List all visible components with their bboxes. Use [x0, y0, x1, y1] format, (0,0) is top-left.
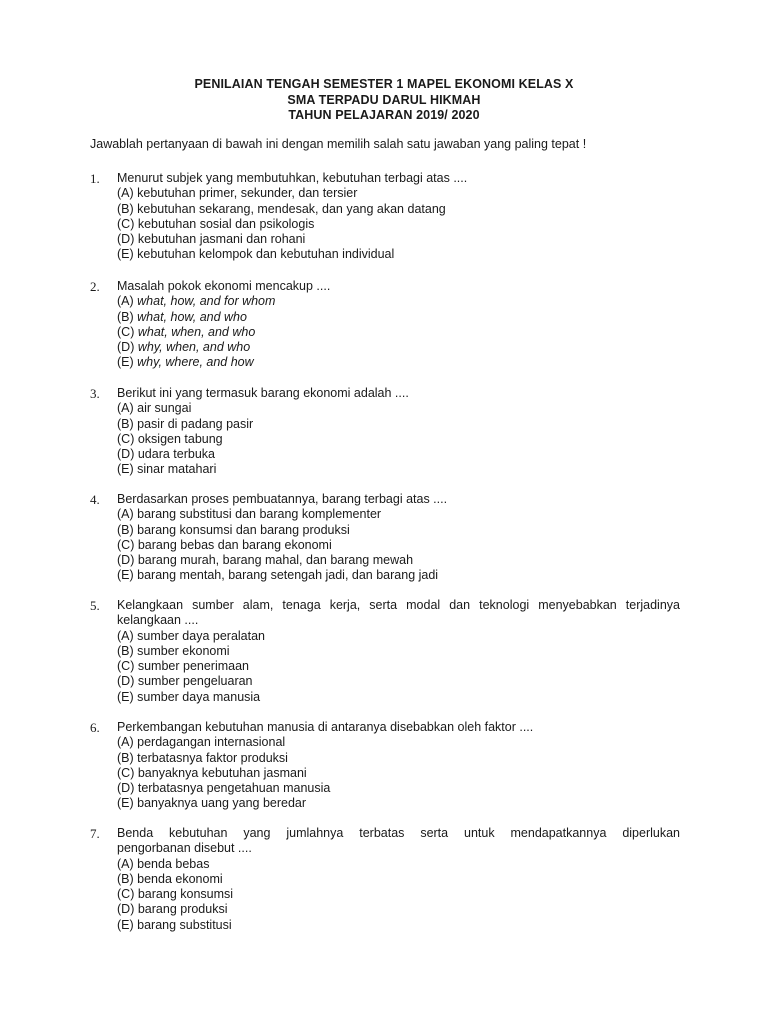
option-c — [117, 887, 680, 902]
option-text: air sungai — [137, 401, 192, 416]
option-text: terbatasnya faktor produksi — [137, 750, 288, 765]
option-letter: (D) — [117, 674, 135, 689]
option-letter: (D) — [117, 553, 135, 568]
option-text: banyaknya uang yang beredar — [137, 796, 307, 811]
option-letter: (A) — [117, 735, 134, 750]
option-e — [117, 796, 680, 811]
option-letter: (E) — [117, 247, 134, 262]
option-letter: (E) — [117, 355, 134, 370]
option-b — [117, 644, 680, 659]
option-letter: (B) — [117, 522, 134, 537]
school-name: SMA TERPADU DARUL HIKMAH — [287, 92, 481, 107]
option-letter: (B) — [117, 750, 134, 765]
option-letter: (E) — [117, 568, 134, 583]
option-text: what, how, and who — [137, 309, 247, 324]
option-letter: (A) — [117, 628, 134, 643]
option-text: sumber daya manusia — [137, 689, 261, 704]
option-text: perdagangan internasional — [137, 735, 286, 750]
option-text: barang substitusi dan barang komplementer — [137, 507, 382, 522]
option-a — [117, 857, 680, 872]
question-stem-line-1: Kelangkaan sumber alam, tenaga kerja, serta modal dan teknologi menyebabkan terjadinya — [117, 598, 680, 612]
option-letter: (D) — [117, 340, 135, 355]
option-letter: (C) — [117, 537, 135, 552]
option-c — [117, 325, 680, 340]
option-letter: (A) — [117, 401, 134, 416]
option-text: what, when, and who — [137, 324, 256, 339]
option-text: sumber ekonomi — [137, 643, 230, 658]
option-e — [117, 355, 680, 370]
option-text: barang murah, barang mahal, dan barang mewah — [137, 553, 414, 568]
option-letter: (B) — [117, 643, 134, 658]
question-number: 2. — [90, 279, 100, 294]
option-letter: (A) — [117, 507, 134, 522]
option-text: benda bebas — [137, 856, 210, 871]
option-letter: (E) — [117, 689, 134, 704]
option-b — [117, 417, 680, 432]
question-stem-line-2: pengorbanan disebut .... — [117, 841, 252, 856]
question-stem: Masalah pokok ekonomi mencakup .... — [117, 279, 331, 293]
question-number: 7. — [90, 826, 100, 841]
option-d — [117, 232, 680, 247]
question-stem: Perkembangan kebutuhan manusia di antaranya disebabkan oleh faktor .... — [117, 720, 534, 734]
option-a — [117, 401, 680, 416]
exam-header — [0, 77, 768, 124]
option-b — [117, 872, 680, 887]
option-b — [117, 751, 680, 766]
question-1 — [90, 171, 680, 263]
option-letter: (A) — [117, 294, 134, 309]
option-e — [117, 247, 680, 262]
option-d — [117, 781, 680, 796]
option-text: barang substitusi — [137, 917, 232, 932]
option-letter: (E) — [117, 462, 134, 477]
option-text: barang produksi — [137, 902, 228, 917]
option-letter: (C) — [117, 216, 135, 231]
option-letter: (A) — [117, 856, 134, 871]
option-d — [117, 447, 680, 462]
question-number: 5. — [90, 598, 100, 613]
option-text: why, when, and who — [137, 340, 251, 355]
option-letter: (B) — [117, 871, 134, 886]
option-letter: (B) — [117, 416, 134, 431]
option-a — [117, 186, 680, 201]
option-letter: (E) — [117, 917, 134, 932]
option-text: what, how, and for whom — [137, 294, 276, 309]
option-d — [117, 340, 680, 355]
option-text: kebutuhan jasmani dan rohani — [137, 232, 306, 247]
option-b — [117, 202, 680, 217]
option-d — [117, 902, 680, 917]
option-letter: (E) — [117, 796, 134, 811]
option-text: benda ekonomi — [137, 871, 223, 886]
option-text: kebutuhan primer, sekunder, dan tersier — [137, 186, 358, 201]
option-c — [117, 766, 680, 781]
option-e — [117, 918, 680, 933]
question-stem: Menurut subjek yang membutuhkan, kebutuhan terbagi atas .... — [117, 171, 468, 185]
option-text: barang mentah, barang setengah jadi, dan barang jadi — [137, 568, 439, 583]
question-stem-line-1: Benda kebutuhan yang jumlahnya terbatas serta untuk mendapatkannya diperlukan — [117, 826, 680, 840]
option-text: kebutuhan sekarang, mendesak, dan yang akan datang — [137, 201, 446, 216]
instruction-text: Jawablah pertanyaan di bawah ini dengan memilih salah satu jawaban yang paling tepat ! — [90, 137, 587, 151]
question-number: 3. — [90, 386, 100, 401]
academic-year: TAHUN PELAJARAN 2019/ 2020 — [288, 108, 480, 122]
option-letter: (B) — [117, 309, 134, 324]
option-text: banyaknya kebutuhan jasmani — [137, 765, 307, 780]
option-letter: (C) — [117, 765, 135, 780]
option-text: kebutuhan sosial dan psikologis — [137, 216, 315, 231]
question-stem: Berikut ini yang termasuk barang ekonomi adalah .... — [117, 386, 409, 400]
option-text: terbatasnya pengetahuan manusia — [137, 781, 331, 796]
option-b — [117, 310, 680, 325]
option-letter: (C) — [117, 887, 135, 902]
question-4 — [90, 492, 680, 584]
question-2 — [90, 279, 680, 371]
option-c — [117, 217, 680, 232]
option-b — [117, 523, 680, 538]
option-c — [117, 432, 680, 447]
option-a — [117, 294, 680, 309]
option-letter: (D) — [117, 447, 135, 462]
option-letter: (D) — [117, 902, 135, 917]
option-c — [117, 538, 680, 553]
option-d — [117, 553, 680, 568]
question-number: 1. — [90, 171, 100, 186]
question-stem-line-2: kelangkaan .... — [117, 613, 199, 628]
question-6 — [90, 720, 680, 812]
question-5 — [90, 598, 680, 705]
option-d — [117, 674, 680, 689]
option-e — [117, 690, 680, 705]
option-text: barang bebas dan barang ekonomi — [137, 537, 332, 552]
option-text: sumber pengeluaran — [137, 674, 253, 689]
option-text: oksigen tabung — [137, 431, 223, 446]
option-c — [117, 659, 680, 674]
option-letter: (D) — [117, 781, 135, 796]
question-stem: Berdasarkan proses pembuatannya, barang terbagi atas .... — [117, 492, 448, 506]
option-e — [117, 568, 680, 583]
option-text: sumber penerimaan — [137, 659, 250, 674]
option-letter: (A) — [117, 186, 134, 201]
option-a — [117, 629, 680, 644]
exam-title: PENILAIAN TENGAH SEMESTER 1 MAPEL EKONOMI KELAS X — [194, 77, 574, 91]
question-3 — [90, 386, 680, 478]
option-letter: (C) — [117, 324, 135, 339]
option-text: sumber daya peralatan — [137, 628, 266, 643]
option-letter: (C) — [117, 659, 135, 674]
question-number: 4. — [90, 492, 100, 507]
option-text: kebutuhan kelompok dan kebutuhan individual — [137, 247, 395, 262]
option-a — [117, 507, 680, 522]
option-letter: (D) — [117, 232, 135, 247]
option-letter: (C) — [117, 431, 135, 446]
option-letter: (B) — [117, 201, 134, 216]
question-number: 6. — [90, 720, 100, 735]
option-text: udara terbuka — [137, 447, 215, 462]
option-a — [117, 735, 680, 750]
option-text: barang konsumsi dan barang produksi — [137, 522, 350, 537]
question-7 — [90, 826, 680, 933]
option-text: barang konsumsi — [137, 887, 234, 902]
option-e — [117, 462, 680, 477]
option-text: sinar matahari — [137, 462, 217, 477]
option-text: pasir di padang pasir — [137, 416, 254, 431]
option-text: why, where, and how — [137, 355, 254, 370]
